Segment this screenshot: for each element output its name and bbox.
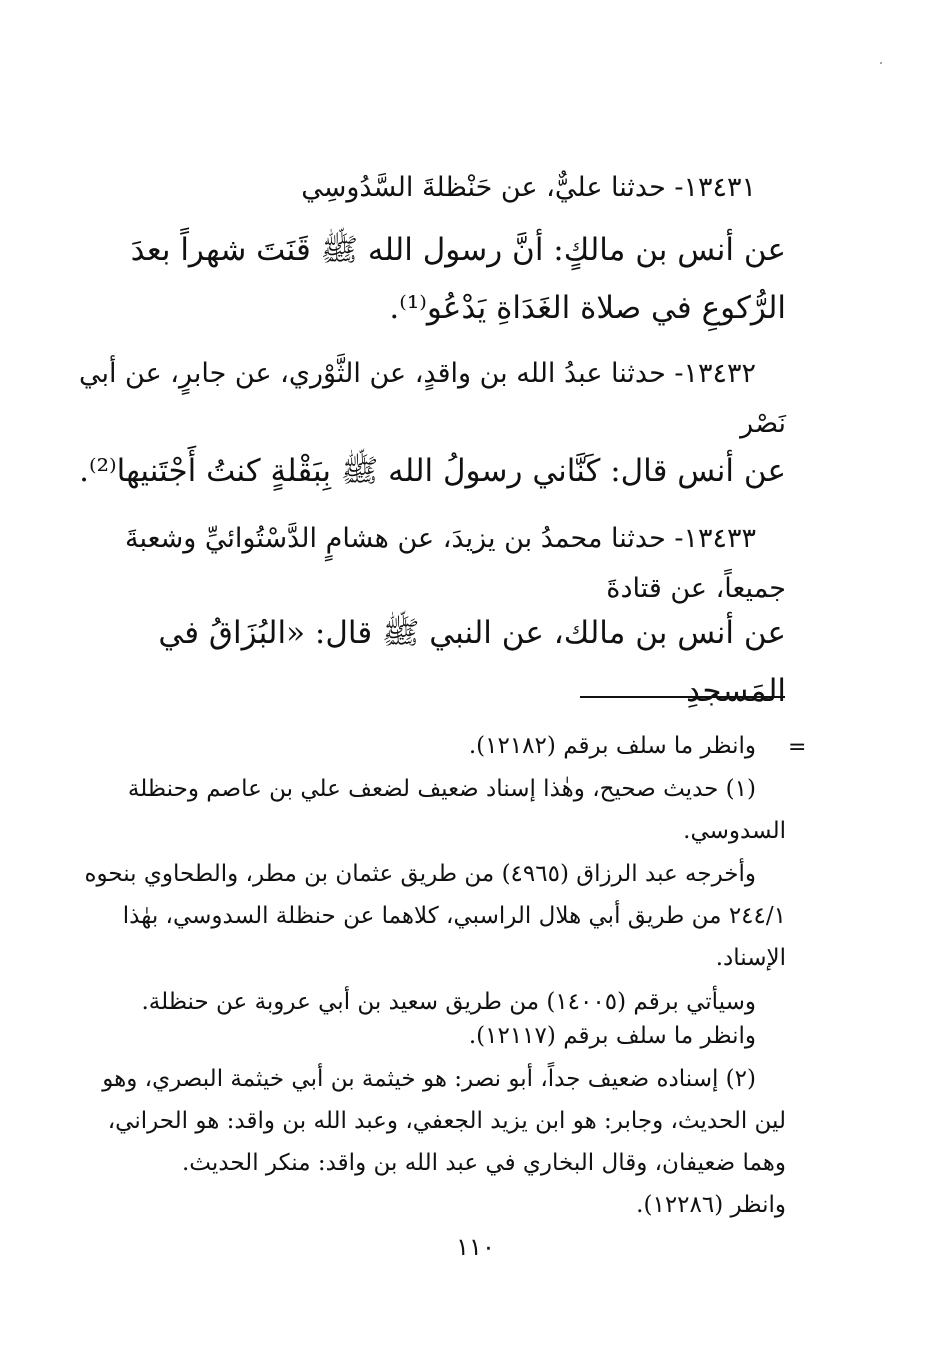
footnote-line: وانظر ما سلف برقم (١٢١٨٢). — [468, 733, 756, 759]
footnote-2-see-also: وانظر (١٢٢٨٦). — [636, 1192, 786, 1218]
footnote-1-see-also: وانظر ما سلف برقم (١٢١١٧). — [468, 1023, 756, 1049]
hadith-text-13431: عن أنس بن مالكٍ: أنَّ رسول الله ﷺ قَنَتَ شهراً بعدَ الرُّكوعِ في صلاة الغَدَاةِ يَدْعُو⁽¹⁾. — [130, 232, 786, 326]
hadith-chain-13432: ١٣٤٣٢- حدثنا عبدُ الله بن واقدٍ، عن الثَّوْري، عن جابرٍ، عن أبي نَصْر — [78, 358, 786, 439]
hadith-text-13432: عن أنس قال: كَنَّاني رسولُ الله ﷺ بِبَقْلةٍ كنتُ أَجْتَنيها⁽²⁾. — [79, 453, 786, 489]
hadith-chain-13433: ١٣٤٣٣- حدثنا محمدُ بن يزيدَ، عن هشامٍ الدَّسْتُوائيِّ وشعبةَ جميعاً، عن قتادةَ — [125, 523, 786, 604]
footnote-1-forthcoming: وسيأتي برقم (١٤٠٠٥) من طريق سعيد بن أبي عروبة عن حنظلة. — [141, 989, 756, 1015]
hadith-text-13433: عن أنس بن مالك، عن النبي ﷺ قال: «البُزَاقُ في المَسجدِ — [158, 615, 786, 709]
footnote-1: (١) حديث صحيح، وهٰذا إسناد ضعيف لضعف علي بن عاصم وحنظلة السدوسي. — [127, 776, 786, 844]
scan-speck — [880, 62, 882, 64]
footnote-1-source: وأخرجه عبد الرزاق (٤٩٦٥) من طريق عثمان بن مطر، والطحاوي بنحوه ٢٤٤/١ من طريق أبي هلال الراسبي، كلاهما عن حنظلة السدوسي، بهٰذا الإسناد. — [84, 861, 786, 971]
footnote-2: (٢) إسناده ضعيف جداً، أبو نصر: هو خيثمة بن أبي خيثمة البصري، وهو لين الحديث، وجابر: هو ابن يزيد الجعفي، وعبد الله بن واقد: هو الحراني، وهما ضعيفان، وقال البخاري في عبد الله بن واقد: منكر الحديث. — [102, 1066, 786, 1176]
footnote-separator — [580, 696, 785, 698]
page-number: ١١٠ — [456, 1233, 495, 1261]
hadith-chain-13431: ١٣٤٣١- حدثنا عليٌّ، عن حَنْظلةَ السَّدُوسِي — [301, 172, 756, 203]
footnote-continuation-mark: = — [788, 735, 807, 760]
